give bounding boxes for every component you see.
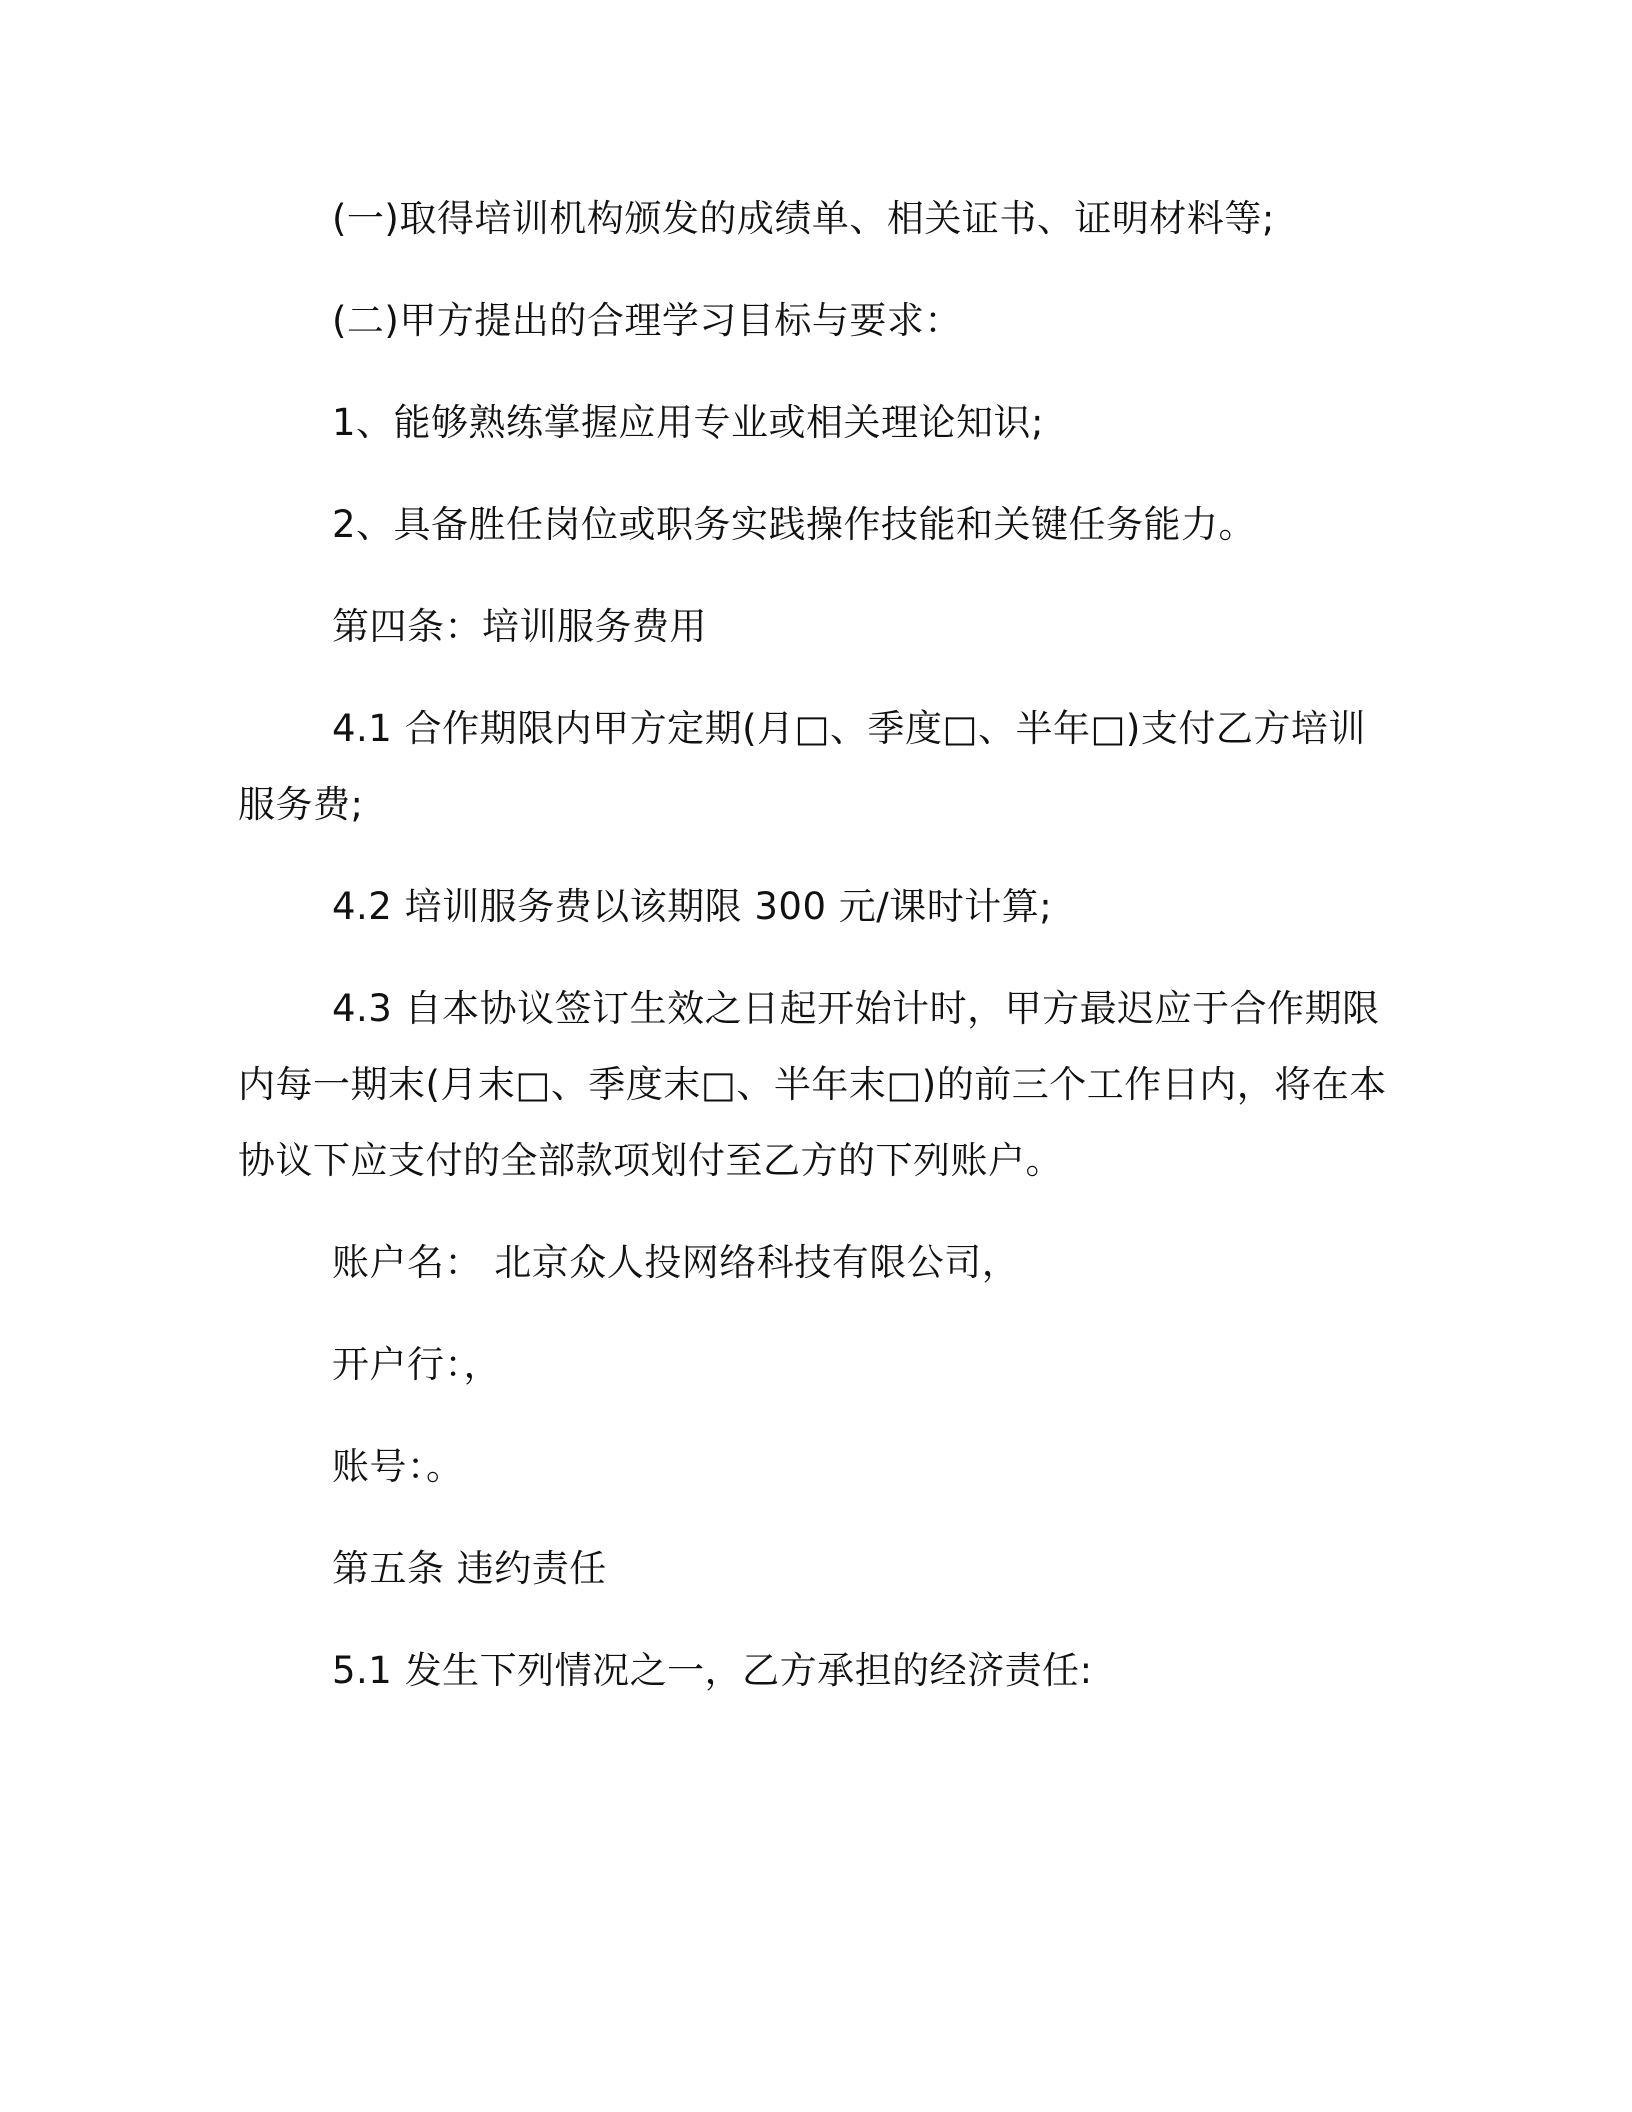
clause-4-1-line-2 bbox=[238, 774, 363, 836]
text-line: 内每一期末(月末□、季度末□、半年末□)的前三个工作日内，将在本 bbox=[238, 1063, 1387, 1106]
text-line: 1、能够熟练掌握应用专业或相关理论知识; bbox=[332, 401, 1045, 444]
text-line: 第四条：培训服务费用 bbox=[332, 605, 707, 648]
section-heading-article-5 bbox=[332, 1538, 607, 1600]
account-number bbox=[332, 1436, 464, 1498]
text-line: (二)甲方提出的合理学习目标与要求： bbox=[332, 299, 962, 342]
text-line: 2、具备胜任岗位或职务实践操作技能和关键任务能力。 bbox=[332, 503, 1257, 546]
paragraph-item-1 bbox=[332, 392, 1044, 454]
clause-4-3-line-1 bbox=[332, 978, 1380, 1040]
text-line: 4.3 自本协议签订生效之日起开始计时，甲方最迟应于合作期限 bbox=[332, 987, 1380, 1030]
section-heading-article-4 bbox=[332, 596, 707, 658]
text-line: 4.1 合作期限内甲方定期(月□、季度□、半年□)支付乙方培训 bbox=[332, 707, 1366, 750]
clause-4-1-line-1 bbox=[332, 698, 1366, 760]
bank-name bbox=[332, 1334, 501, 1396]
clause-5-1 bbox=[332, 1640, 1093, 1702]
text-line: 5.1 发生下列情况之一，乙方承担的经济责任: bbox=[332, 1649, 1093, 1692]
text-line: 4.2 培训服务费以该期限 300 元/课时计算; bbox=[332, 885, 1053, 928]
text-line: 服务费; bbox=[238, 783, 364, 826]
text-line: (一)取得培训机构颁发的成绩单、相关证书、证明材料等; bbox=[332, 197, 1275, 240]
account-name bbox=[332, 1232, 1019, 1294]
clause-4-3-line-2 bbox=[238, 1054, 1387, 1116]
text-line: 账户名： 北京众人投网络科技有限公司， bbox=[332, 1241, 1020, 1284]
text-line: 第五条 违约责任 bbox=[332, 1547, 607, 1590]
paragraph-learning-goals bbox=[332, 290, 962, 352]
text-line: 开户行：， bbox=[332, 1343, 501, 1386]
text-line: 协议下应支付的全部款项划付至乙方的下列账户。 bbox=[238, 1139, 1063, 1182]
clause-4-3-line-3 bbox=[238, 1130, 1063, 1192]
paragraph-item-2 bbox=[332, 494, 1256, 556]
text-line: 账号：。 bbox=[332, 1445, 464, 1488]
paragraph-obtain-certificates bbox=[332, 188, 1275, 250]
clause-4-2 bbox=[332, 876, 1052, 938]
